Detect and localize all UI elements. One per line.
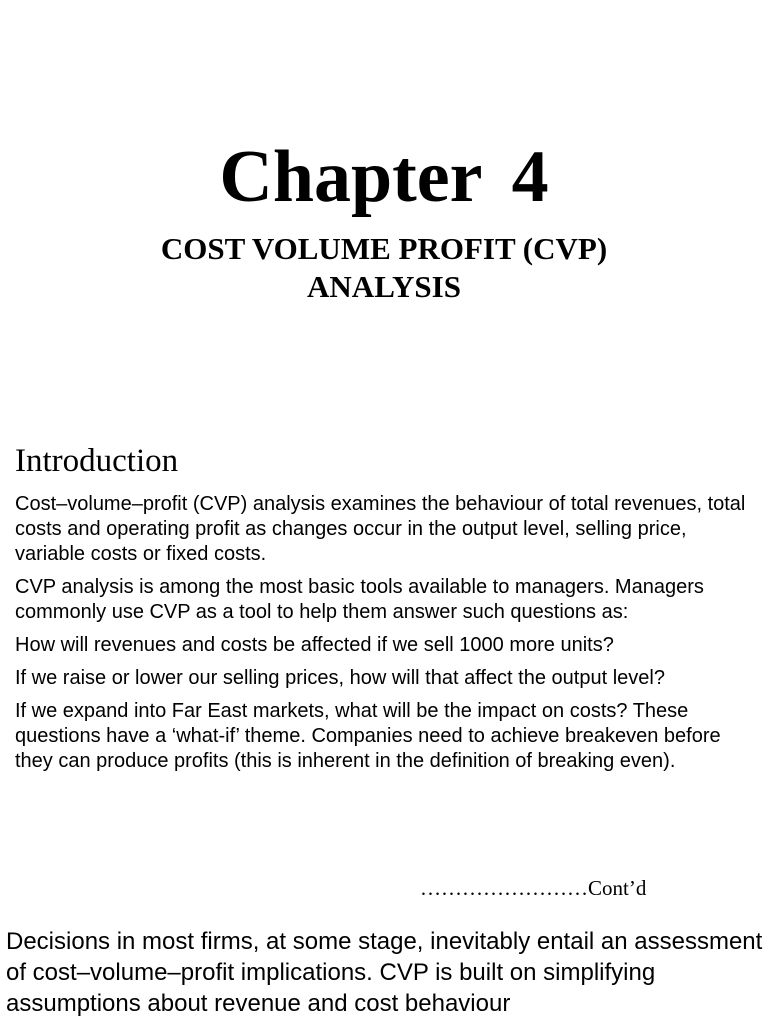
introduction-body — [15, 492, 760, 782]
chapter-title: Chapter 4 — [219, 136, 549, 218]
introduction-slide — [0, 435, 768, 915]
intro-paragraph: If we expand into Far East markets, what will be the impact on costs? These questions have a ‘what-if’ theme. Companies need to achieve breakeven before they can produce profits (this is inherent in the definition of breaking even). — [15, 700, 721, 772]
continued-marker: ……………………Cont’d — [420, 876, 647, 900]
title-slide — [0, 0, 768, 420]
chapter-subtitle — [0, 230, 768, 306]
introduction-heading: Introduction — [15, 443, 179, 479]
subtitle-line-1: COST VOLUME PROFIT (CVP) — [160, 231, 608, 266]
subtitle-line-2: ANALYSIS — [307, 269, 461, 304]
next-slide-text: Decisions in most firms, at some stage, inevitably entail an assessment of cost–volume–profit implications. CVP is built on simplifying assumptions about revenue and cost behaviour — [6, 928, 763, 1017]
intro-paragraph: CVP analysis is among the most basic tools available to managers. Managers commonly use CVP as a tool to help them answer such questions as: — [15, 576, 704, 623]
intro-paragraph: If we raise or lower our selling prices, how will that affect the output level? — [15, 667, 665, 689]
intro-paragraph: How will revenues and costs be affected if we sell 1000 more units? — [15, 634, 614, 656]
intro-paragraph: Cost–volume–profit (CVP) analysis examines the behaviour of total revenues, total costs and operating profit as changes occur in the output level, selling price, variable costs or fixed costs. — [15, 493, 746, 565]
